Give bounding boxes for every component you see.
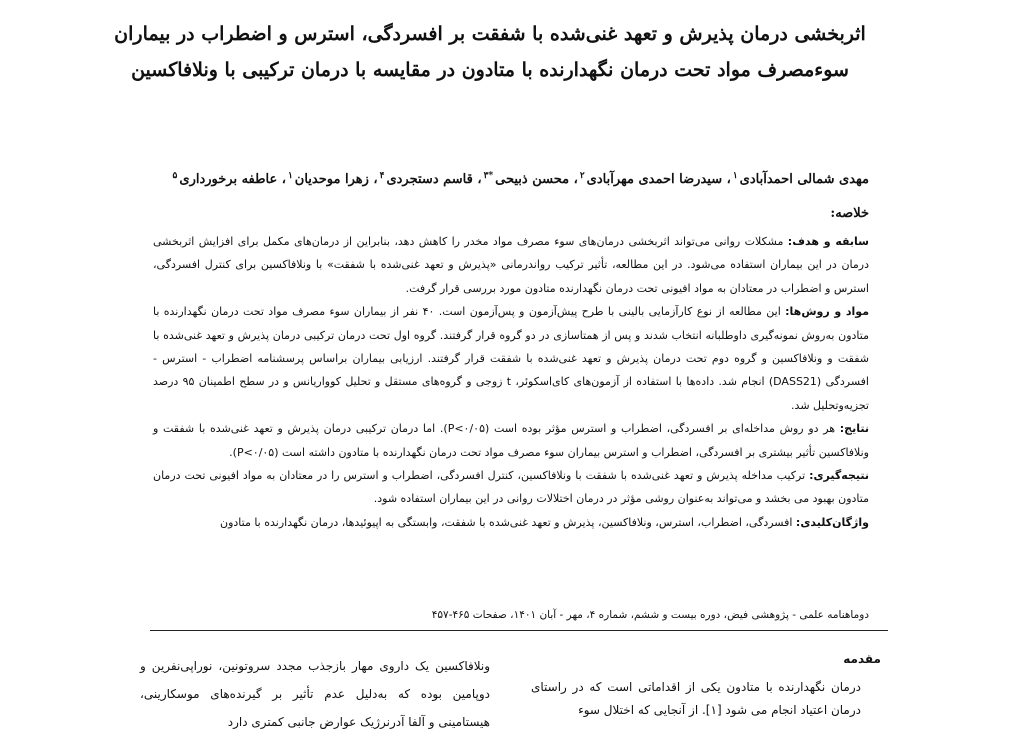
author: عاطفه برخورداری$^۵$ (172, 171, 278, 188)
intro-column-right (531, 676, 861, 722)
author: زهرا موحدیان$^۱$، (277, 171, 369, 188)
abstract-keywords: واژگان‌کلیدی: افسردگی، اضطراب، استرس، ونلافاکسین، پذیرش و تعهد غنی‌شده با شفقت، وابستگی به اپیوئیدها، درمان نگهدارنده با متادون (219, 515, 869, 529)
author: سیدرضا احمدی مهرآبادی$^۲$، (569, 171, 723, 188)
intro-paragraph: درمان نگهدارنده با متادون یکی از اقداماتی است که در راستای درمان اعتیاد انجام می شود [۱]. از آنجایی که اختلال سوء (531, 680, 861, 717)
intro-column-left (140, 652, 490, 736)
abstract-body (153, 230, 869, 534)
introduction-heading: مقدمه (843, 652, 881, 666)
author-list (129, 164, 869, 192)
abstract-background: سابقه و هدف: مشکلات روانی می‌تواند اثربخشی درمان‌های سوء مصرف مواد مخدر را کاهش دهد، بنابراین از درمان‌های مکمل برای افزایش اثربخشی درمان در این بیماران استفاده می‌شود. در این مطالعه، تأثیر ترکیب رواندرمانی «پذیرش و تعهد غنی‌شده با شفقت» با ونلافاکسین برای کنترل افسردگی، استرس و اضطراب در معتادان به مواد افیونی تحت درمان نگهدارنده متادون مورد بررسی قرار گرفت. (153, 235, 869, 295)
author: محسن ذبیحی$^{*۳}$، (472, 171, 570, 188)
abstract-conclusion: نتیجه‌گیری: ترکیب مداخله پذیرش و تعهد غنی‌شده با شفقت با ونلافاکسین، کنترل افسردگی، اضطراب و استرس را در معتادان به مواد افیونی تحت درمان متادون بهبود می بخشد و می‌تواند به‌عنوان روشی مؤثر در درمان اختلالات روانی در این بیماران استفاده شود. (153, 469, 869, 506)
abstract-results: نتایج: هر دو روش مداخله‌ای بر افسردگی، اضطراب و استرس مؤثر بوده است (P<۰/۰۵). اما درمان ترکیبی درمان پذیرش و تعهد غنی‌شده با شفقت و ونلافاکسین تأثیر بیشتری بر افسردگی، اضطراب و استرس بیماران سوء مصرف مواد تحت درمان نگهدارنده با متادون داشته است (P<۰/۰۵). (153, 422, 869, 459)
divider (150, 630, 888, 631)
journal-citation: دوماهنامه علمی - پژوهشی فیض، دوره بیست و ششم، شماره ۴، مهر - آبان ۱۴۰۱، صفحات ۴۶۵-۴۵۷ (431, 609, 869, 621)
intro-paragraph: ونلافاکسین یک داروی مهار بازجذب مجدد سروتونین، نوراپی‌نفرین و دوپامین بوده که به‌دلیل عدم تأثیر بر گیرنده‌های موسکارینی، هیستامینی و آلفا آدرنرژیک عوارض جانبی کمتری دارد (140, 659, 490, 729)
abstract-heading: خلاصه: (830, 206, 869, 221)
author: قاسم دستجردی$^۴$، (368, 171, 473, 188)
abstract-methods: مواد و روش‌ها: این مطالعه از نوع کارآزمایی بالینی با طرح پیش‌آزمون و پس‌آزمون است. ۴۰ نفر از بیماران سوء مصرف مواد تحت درمان نگهدارنده با متادون به‌روش نمونه‌گیری داوطلبانه انتخاب شدند و پس از همتاسازی در دو گروه قرار گرفتند. گروه اول تحت درمان ترکیبی درمان پذیرش و تعهد غنی‌شده با شفقت و ونلافاکسین و گروه دوم تحت درمان پذیرش و تعهد غنی‌شده با شفقت قرار گرفتند. ارزیابی بیماران براساس پرسشنامه اضطراب - استرس - افسردگی (DASS21) انجام شد. داده‌ها با استفاده از آزمون‌های کای‌اسکوئر، t زوجی و گروه‌های مستقل و تحلیل کوواریانس و در سطح اطمینان ۹۵ درصد تجزیه‌وتحلیل شد. (153, 305, 870, 412)
author: مهدی شمالی احمدآبادی$^۱$، (722, 171, 869, 188)
paper-title: اثربخشی درمان پذیرش و تعهد غنی‌شده با شفقت بر افسردگی، استرس و اضطراب در بیماران سوءمصرف مواد تحت درمان نگهدارنده با متادون در مقایسه با درمان ترکیبی با ونلافاکسین (114, 23, 866, 81)
